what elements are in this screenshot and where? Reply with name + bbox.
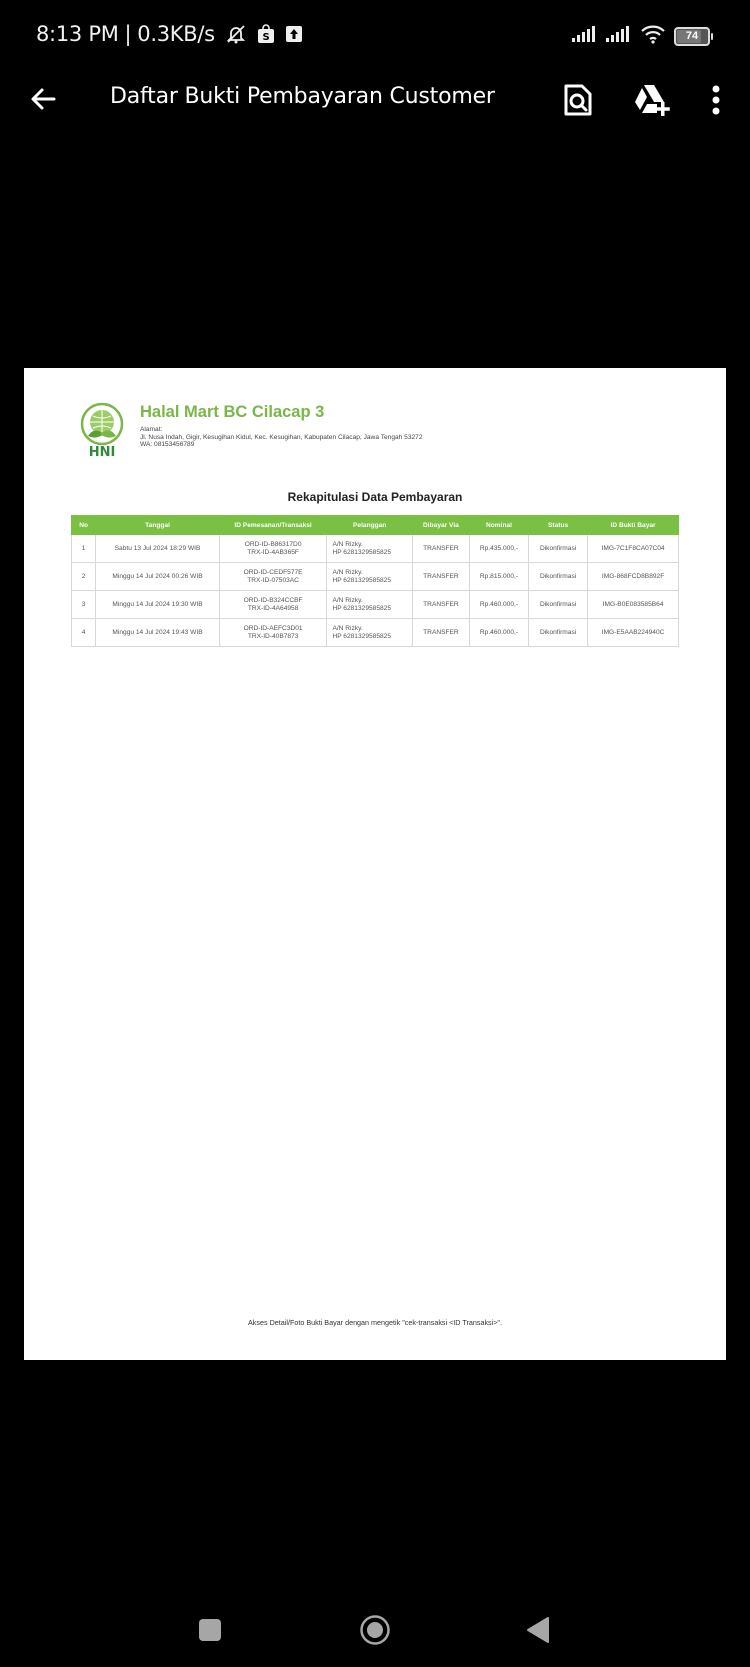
shopee-icon [257, 24, 275, 44]
back-button[interactable] [26, 82, 60, 116]
cell-no: 3 [72, 591, 96, 619]
back-icon [26, 82, 60, 116]
column-header: No [72, 516, 96, 535]
cell-status: Dikonfirmasi [529, 619, 588, 647]
cell-order-trx [219, 535, 327, 563]
trx-id: TRX-ID-4AB365F [247, 548, 299, 556]
cell-proof-id: IMG-E5AAB224940C [588, 619, 679, 647]
column-header: ID Pemesanan/Transaksi [219, 516, 327, 535]
cell-date: Minggu 14 Jul 2024 19:43 WIB [96, 619, 220, 647]
cell-status: Dikonfirmasi [529, 591, 588, 619]
whatsapp: WA: 08153456789 [140, 441, 195, 449]
signal-icon [606, 26, 632, 47]
company-info [140, 426, 423, 449]
table-row [72, 535, 679, 563]
cell-amount: Rp.460.000,- [469, 619, 528, 647]
more-options-button[interactable] [696, 80, 736, 120]
cell-order-trx [219, 563, 327, 591]
more-vert-icon [711, 85, 721, 115]
drive-add-icon [633, 83, 671, 117]
customer-phone: HP 6281329585825 [332, 576, 391, 584]
customer-name: A/N Rizky. [332, 568, 363, 576]
cell-method: TRANSFER [412, 619, 469, 647]
cell-customer [327, 535, 413, 563]
order-id: ORD-ID-B324CCBF [243, 596, 303, 604]
order-id: ORD-ID-CEDF577E [243, 568, 303, 576]
svg-text:S: S [262, 32, 270, 43]
cell-method: TRANSFER [412, 535, 469, 563]
column-header: Status [529, 516, 588, 535]
cell-amount: Rp.815.000,- [469, 563, 528, 591]
battery-level: 74 [685, 30, 699, 42]
cell-amount: Rp.460.000,- [469, 591, 528, 619]
hni-logo [80, 402, 124, 458]
cell-proof-id: IMG-B0E083585B64 [588, 591, 679, 619]
cell-method: TRANSFER [412, 591, 469, 619]
separator: | [124, 22, 132, 46]
status-left [36, 22, 303, 46]
document-search-icon [563, 83, 593, 117]
column-header: Tanggal [96, 516, 220, 535]
company-block [140, 402, 423, 449]
cell-order-trx [219, 591, 327, 619]
document-page [24, 368, 726, 1360]
column-header: Nominal [469, 516, 528, 535]
customer-phone: HP 6281329585825 [332, 632, 391, 640]
footer-note: Akses Detail/Foto Bukti Bayar dengan mengetik "cek-transaksi <ID Transaksi>". [248, 1318, 502, 1327]
order-id: ORD-ID-AEFC3D01 [243, 624, 303, 632]
nav-back-button[interactable] [518, 1610, 558, 1650]
home-icon [359, 1614, 391, 1646]
recents-icon [198, 1618, 222, 1642]
order-id: ORD-ID-B86317D0 [244, 540, 302, 548]
payment-table [71, 515, 679, 647]
report-title: Rekapitulasi Data Pembayaran [287, 490, 463, 504]
customer-phone: HP 6281329585825 [332, 548, 391, 556]
cell-customer [327, 591, 413, 619]
address-label: Alamat: [140, 426, 163, 433]
system-nav-bar [0, 1590, 750, 1667]
add-to-drive-button[interactable] [632, 80, 672, 120]
column-header: Dibayar Via [412, 516, 469, 535]
wifi-icon [640, 24, 666, 49]
table-header-row [72, 516, 679, 535]
network-speed: 0.3KB/s [137, 22, 215, 46]
trx-id: TRX-ID-07503AC [247, 576, 299, 584]
clock: 8:13 PM [36, 22, 119, 46]
logo-text: HNI [88, 445, 116, 458]
customer-name: A/N Rizky. [332, 596, 363, 604]
status-right [572, 24, 710, 49]
customer-name: A/N Rizky. [332, 540, 363, 548]
table-row [72, 563, 679, 591]
cell-proof-id: IMG-868FCD8B892F [588, 563, 679, 591]
address: Jl. Nusa Indah, Gigir, Kesugihan Kidul, Kec. Kesugihan, Kabupaten Cilacap, Jawa Tengah 53272 [140, 433, 423, 441]
battery-icon [674, 27, 710, 46]
cell-no: 1 [72, 535, 96, 563]
bell-muted-icon [225, 24, 247, 44]
company-name: Halal Mart BC Cilacap 3 [140, 403, 325, 421]
cell-status: Dikonfirmasi [529, 535, 588, 563]
column-header: Pelanggan [327, 516, 413, 535]
column-header: ID Bukti Bayar [588, 516, 679, 535]
cell-order-trx [219, 619, 327, 647]
cell-date: Sabtu 13 Jul 2024 18:29 WIB [96, 535, 220, 563]
cell-amount: Rp.435.000,- [469, 535, 528, 563]
table-row [72, 619, 679, 647]
cell-no: 4 [72, 619, 96, 647]
cell-date: Minggu 14 Jul 2024 00:26 WIB [96, 563, 220, 591]
customer-name: A/N Rizky. [332, 624, 363, 632]
recents-button[interactable] [190, 1610, 230, 1650]
home-button[interactable] [355, 1610, 395, 1650]
cell-proof-id: IMG-7C1F8CA07C04 [588, 535, 679, 563]
search-document-button[interactable] [558, 80, 598, 120]
trx-id: TRX-ID-4A64958 [247, 604, 299, 612]
cell-method: TRANSFER [412, 563, 469, 591]
table-row [72, 591, 679, 619]
trx-id: TRX-ID-40B7873 [247, 632, 299, 640]
cell-no: 2 [72, 563, 96, 591]
status-bar [0, 0, 750, 70]
cell-status: Dikonfirmasi [529, 563, 588, 591]
cell-customer [327, 563, 413, 591]
cell-customer [327, 619, 413, 647]
upload-icon [285, 25, 303, 43]
page-title: Daftar Bukti Pembayaran Customer [110, 84, 495, 109]
customer-phone: HP 6281329585825 [332, 604, 391, 612]
cell-date: Minggu 14 Jul 2024 19:30 WIB [96, 591, 220, 619]
back-triangle-icon [526, 1616, 550, 1644]
signal-icon [572, 26, 598, 47]
app-bar [0, 70, 750, 130]
